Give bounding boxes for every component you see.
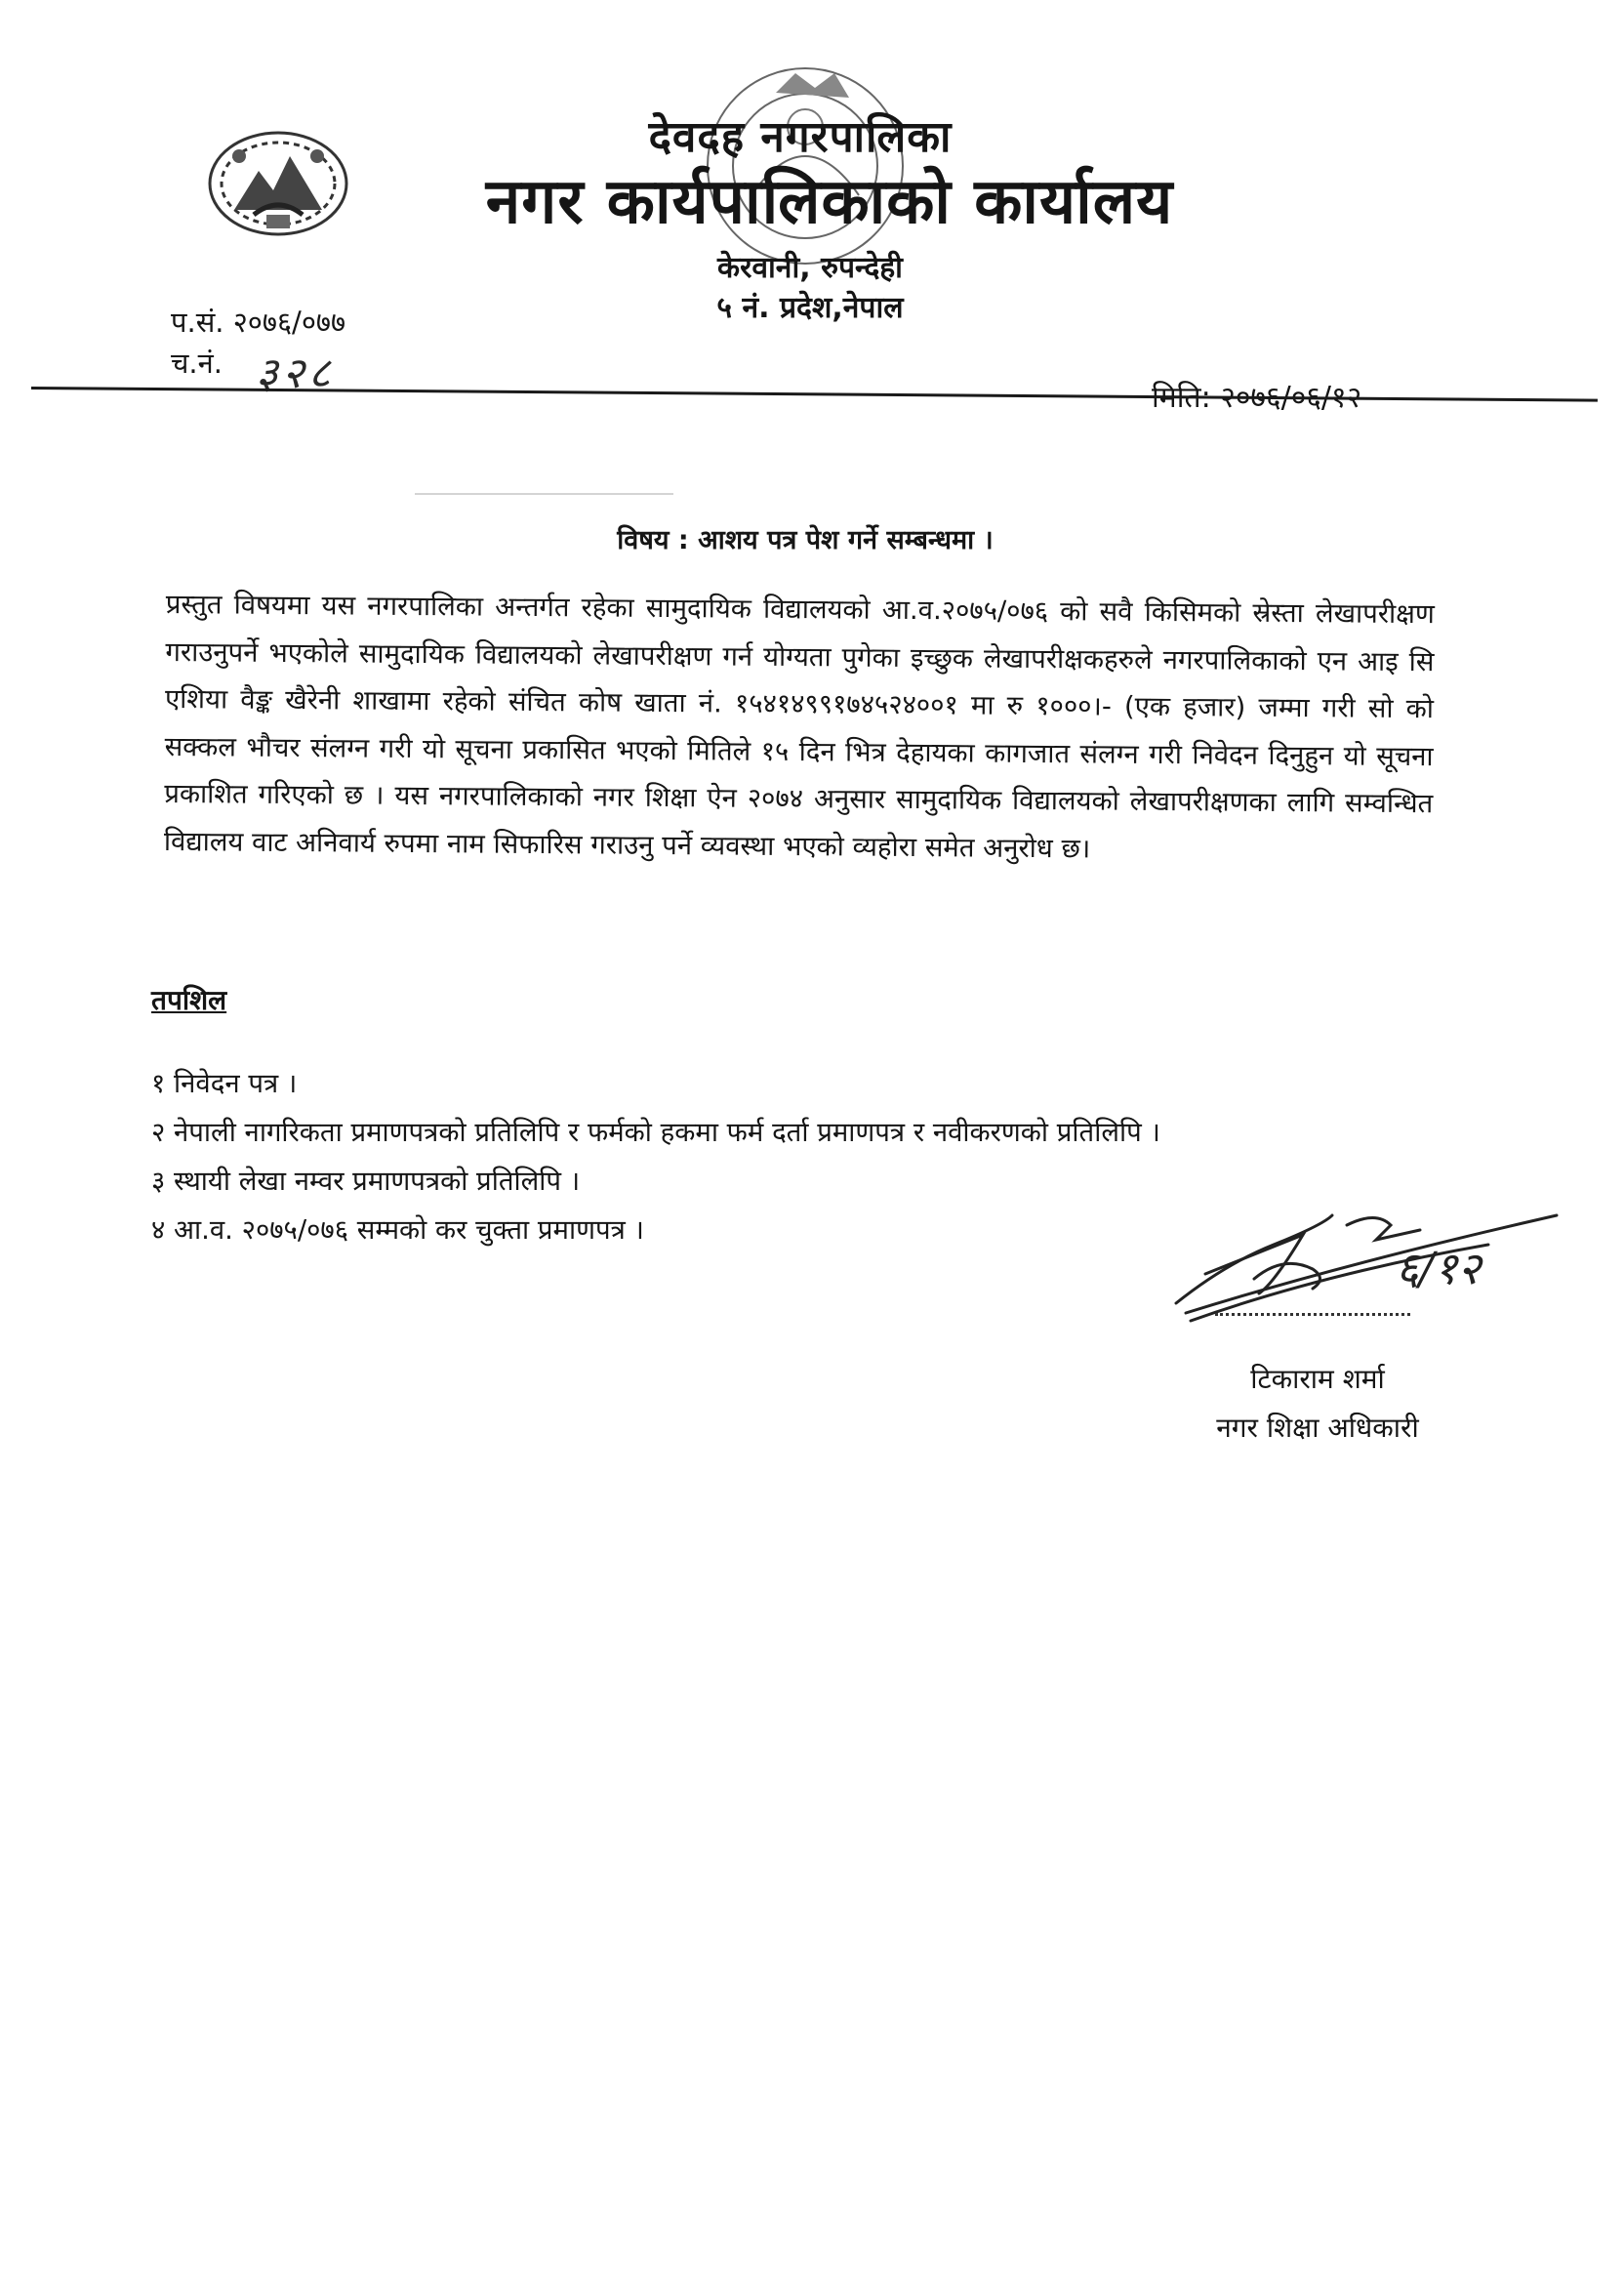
signature-icon	[1166, 1206, 1566, 1352]
address-line-1: केरवानी, रुपन्देही	[717, 251, 903, 285]
faint-mark	[415, 493, 673, 495]
letter-subject: विषय : आशय पत्र पेश गर्ने सम्बन्धमा ।	[617, 525, 994, 555]
address-line-2: ५ नं. प्रदेश,नेपाल	[716, 291, 904, 325]
nepal-emblem-icon	[200, 117, 356, 244]
signature-date: ६/१२	[1396, 1242, 1482, 1294]
list-item: ३ स्थायी लेखा नम्वर प्रमाणपत्रको प्रतिलिपि ।	[151, 1166, 581, 1197]
list-item: १ निवेदन पत्र ।	[151, 1068, 298, 1099]
letter-body: प्रस्तुत विषयमा यस नगरपालिका अन्तर्गत रहेका सामुदायिक विद्यालयको आ.व.२०७५/०७६ को सवै किसिमको स्रेस्ता लेखापरीक्षण गराउनुपर्ने भएकोले सामुदायिक विद्यालयको लेखापरीक्षण गर्न योग्यता पुगेका इच्छुक लेखापरीक्षकहरुले नगरपालिकाको एन आइ सि एशिया वैङ्क खैरेनी शाखामा रहेको संचित कोष खाता नं. १५४१४९९१७४५२४००१ मा रु १०००।- (एक हजार) जम्मा गरी सो को सक्कल भौचर संलग्न गरी यो सूचना प्रकासित भएको मितिले १५ दिन भित्र देहायका कागजात संलग्न गरी निवेदन दिनुहुन यो सूचना प्रकाशित गरिएको छ । यस नगरपालिकाको नगर शिक्षा ऐन २०७४ अनुसार सामुदायिक विद्यालयको लेखापरीक्षणका लागि सम्वन्धित विद्यालय वाट अनिवार्य रुपमा नाम सिफारिस गराउनु पर्ने व्यवस्था भएको व्यहोरा समेत अनुरोध छ।	[163, 588, 1435, 864]
list-item: ४ आ.व. २०७५/०७६ सम्मको कर चुक्ता प्रमाणपत्र ।	[151, 1214, 644, 1246]
letter-date: मिति: २०७६/०६/१२	[1152, 381, 1362, 415]
annex-heading: तपशिल	[151, 984, 227, 1016]
office-title: नगर कार्यपालिकाको कार्यालय	[485, 166, 1174, 238]
signer-title: नगर शिक्षा अधिकारी	[1216, 1412, 1419, 1444]
letter-reference-number: प.सं. २०७६/०७७	[171, 306, 346, 339]
municipality-name: देवदह नगरपालिका	[648, 112, 953, 162]
signature-line	[1215, 1313, 1410, 1316]
dispatch-number-handwritten: ३२८	[256, 348, 335, 398]
signer-name: टिकाराम शर्मा	[1250, 1363, 1385, 1395]
list-item: २ नेपाली नागरिकता प्रमाणपत्रको प्रतिलिपि र फर्मको हकमा फर्म दर्ता प्रमाणपत्र र नवीकरणको प्रतिलिपि ।	[151, 1117, 1160, 1148]
dispatch-number-label: च.नं.	[171, 347, 223, 380]
